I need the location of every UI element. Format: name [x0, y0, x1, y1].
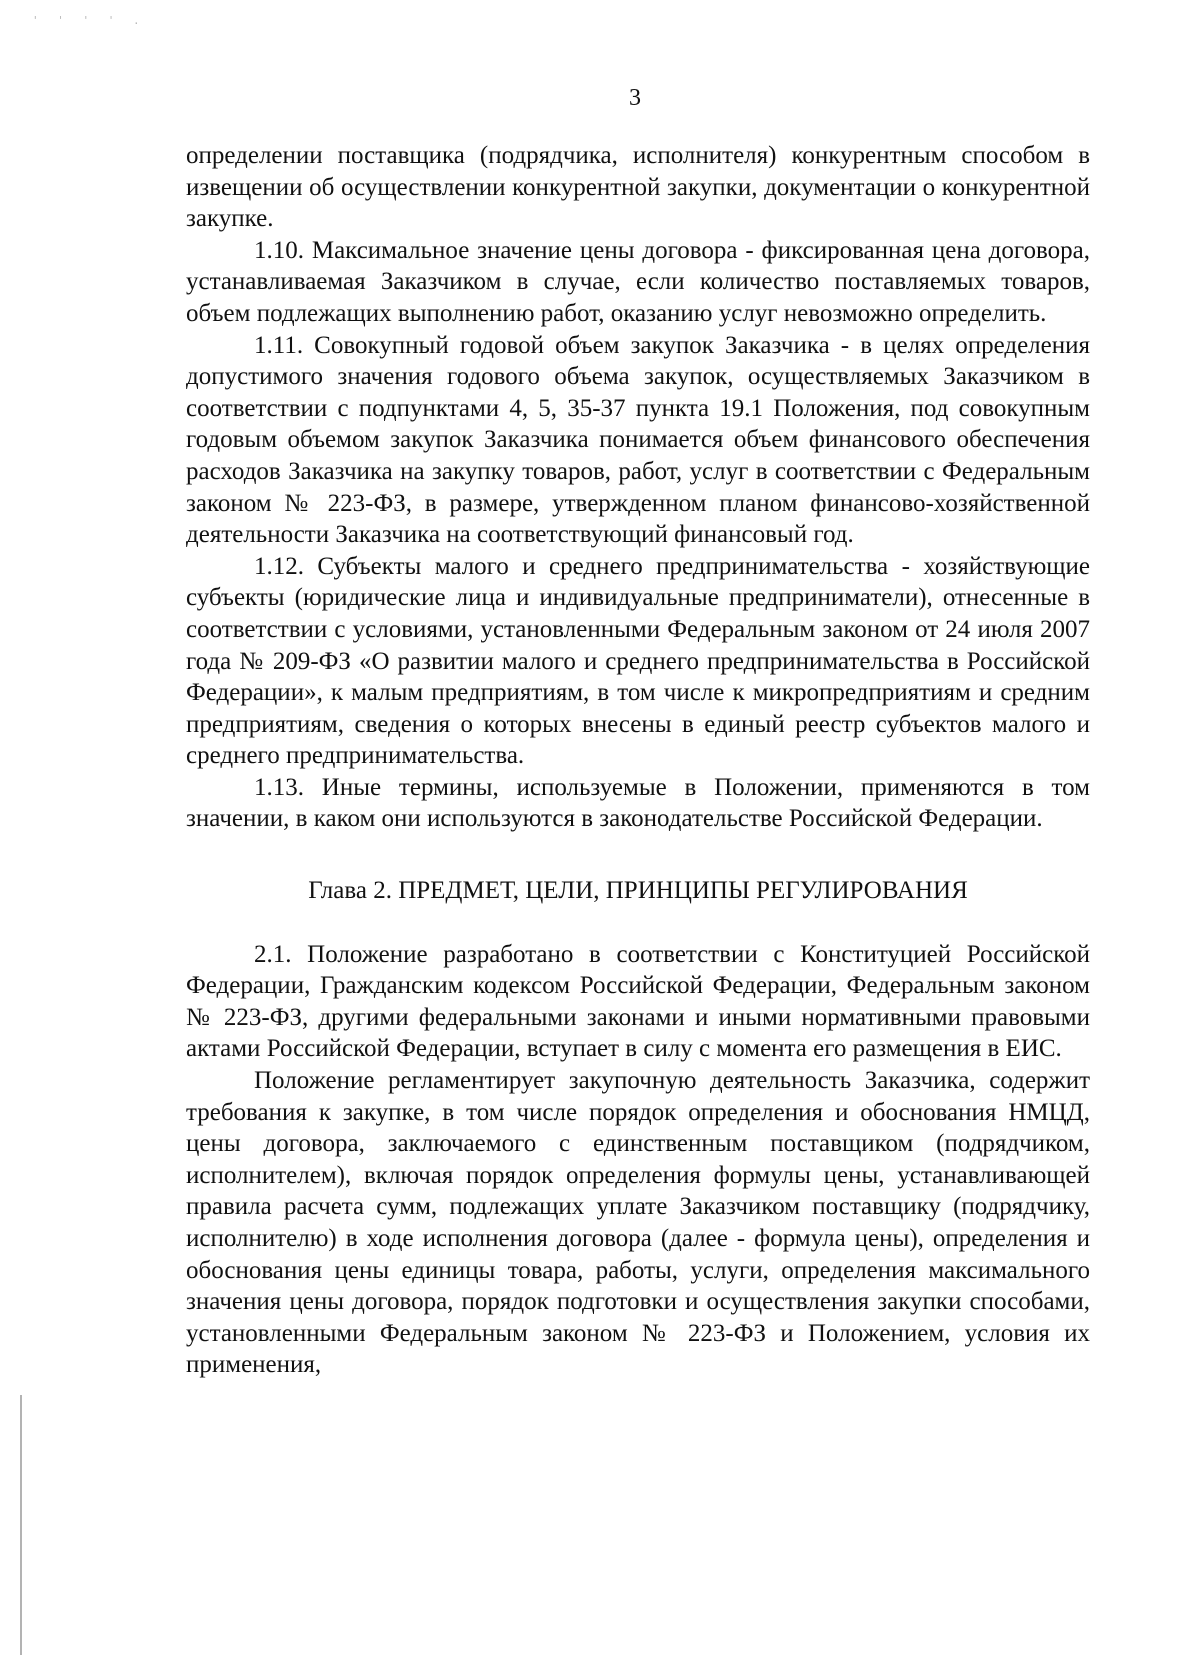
- page-number: 3: [629, 85, 641, 111]
- paragraph-1-12: 1.12. Субъекты малого и среднего предпринимательства - хозяйствующие субъекты (юридические лица и индивидуальные предприниматели), отнесенные в соответствии с условиями, установленными Федеральным законом от 24 июля 2007 года № 209-ФЗ «О развитии малого и среднего предпринимательства в Российской Федерации», к малым предприятиям, в том числе к микропредприятиям и средним предприятиям, сведения о которых внесены в единый реестр субъектов малого и среднего предпринимательства.: [186, 552, 1090, 770]
- paragraph-2-1: 2.1. Положение разработано в соответствии с Конституцией Российской Федерации, Гражданским кодексом Российской Федерации, Федеральным законом № 223-ФЗ, другими федеральными законами и иными нормативными правовыми актами Российской Федерации, вступает в силу с момента его размещения в ЕИС.: [186, 940, 1090, 1063]
- paragraph-1-13: 1.13. Иные термины, используемые в Положении, применяются в том значении, в каком они используются в законодательстве Российской Федерации.: [186, 773, 1090, 833]
- scan-artifact: ' ' ' ' .: [32, 14, 146, 27]
- paragraph-1-11: 1.11. Совокупный годовой объем закупок Заказчика - в целях определения допустимого значения годового объема закупок, осуществляемых Заказчиком в соответствии с подпунктами 4, 5, 35-37 пункта 19.1 Положения, под совокупным годовым объемом закупок Заказчика понимается объем финансового обеспечения расходов Заказчика на закупку товаров, работ, услуг в соответствии с Федеральным законом № 223-ФЗ, в размере, утвержденном планом финансово-хозяйственной деятельности Заказчика на соответствующий финансовый год.: [186, 331, 1090, 549]
- paragraph-1-10: 1.10. Максимальное значение цены договора - фиксированная цена договора, устанавливаемая Заказчиком в случае, если количество поставляемых товаров, объем подлежащих выполнению работ, оказанию услуг невозможно определить.: [186, 236, 1090, 327]
- paragraph-continuation: определении поставщика (подрядчика, исполнителя) конкурентным способом в извещении об осуществлении конкурентной закупки, документации о конкурентной закупке.: [186, 142, 1090, 233]
- document-body: [186, 140, 1090, 1381]
- scan-margin-line: [20, 1395, 22, 1655]
- chapter-heading: Глава 2. ПРЕДМЕТ, ЦЕЛИ, ПРИНЦИПЫ РЕГУЛИРОВАНИЯ: [308, 877, 968, 905]
- paragraph-2-1-continued: Положение регламентирует закупочную деятельность Заказчика, содержит требования к закупке, в том числе порядок определения и обоснования НМЦД, цены договора, заключаемого с единственным поставщиком (подрядчиком, исполнителем), включая порядок определения формулы цены, устанавливающей правила расчета сумм, подлежащих уплате Заказчиком поставщику (подрядчику, исполнителю) в ходе исполнения договора (далее - формула цены), определения и обоснования цены единицы товара, работы, услуги, определения максимального значения цены договора, порядок подготовки и осуществления закупки способами, установленными Федеральным законом № 223-ФЗ и Положением, условия их применения,: [186, 1067, 1090, 1379]
